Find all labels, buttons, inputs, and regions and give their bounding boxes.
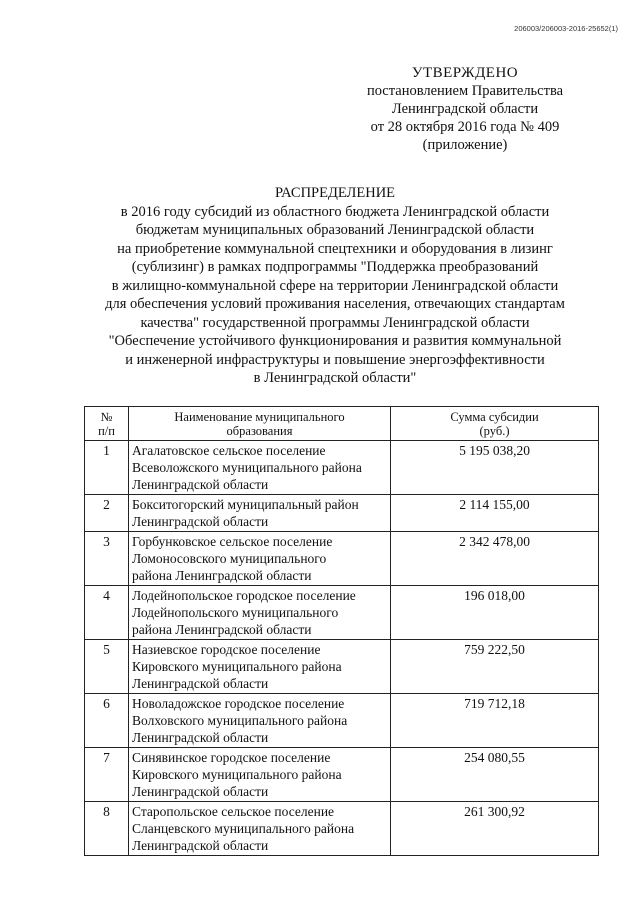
header-number-line: № <box>100 410 113 424</box>
municipality-line: Лодейнопольского муниципального <box>132 605 339 620</box>
row-sum: 261 300,92 <box>391 802 599 856</box>
distribution-line: для обеспечения условий проживания населения, отвечающих стандартам <box>105 296 565 312</box>
municipality-line: Кировского муниципального района <box>132 767 342 782</box>
row-municipality <box>129 802 391 856</box>
header-municipality <box>129 407 391 441</box>
distribution-line: на приобретение коммунальной спецтехники и оборудования в лизинг <box>117 240 553 257</box>
header-municipality-line: образования <box>226 424 293 438</box>
municipality-line: Старопольское сельское поселение <box>132 804 335 819</box>
distribution-line: бюджетам муниципальных образований Ленинградской области <box>135 222 535 238</box>
row-municipality <box>129 640 391 694</box>
table-row <box>85 748 599 802</box>
header-number <box>85 407 129 441</box>
row-number: 3 <box>85 532 129 586</box>
municipality-line: Ленинградской области <box>132 477 269 492</box>
municipality-line: Лодейнопольское городское поселение <box>132 588 356 603</box>
row-number: 4 <box>85 586 129 640</box>
table-row <box>85 694 599 748</box>
distribution-line: в 2016 году субсидий из областного бюджета Ленинградской области <box>120 203 550 220</box>
municipality-line: Всеволожского муниципального района <box>132 460 362 475</box>
row-number: 7 <box>85 748 129 802</box>
row-sum: 719 712,18 <box>391 694 599 748</box>
distribution-title: РАСПРЕДЕЛЕНИЕ <box>274 185 396 201</box>
municipality-line: Ленинградской области <box>132 514 269 529</box>
distribution-line: и инженерной инфраструктуры и повышение энергоэффективности <box>125 351 545 368</box>
header-sum-line: Сумма субсидии <box>450 410 539 424</box>
row-sum: 254 080,55 <box>391 748 599 802</box>
subsidies-table <box>84 406 599 856</box>
header-number-line: п/п <box>98 424 115 438</box>
row-municipality <box>129 694 391 748</box>
row-number: 2 <box>85 495 129 532</box>
approval-line: Ленинградской области <box>391 101 539 117</box>
municipality-line: Сланцевского муниципального района <box>132 821 355 836</box>
approval-line: постановлением Правительства <box>366 83 564 99</box>
distribution-line: "Обеспечение устойчивого функционирования и развития коммунальной <box>108 333 562 349</box>
municipality-line: Волховского муниципального района <box>132 713 348 728</box>
row-sum: 759 222,50 <box>391 640 599 694</box>
approval-date-line: от 28 октября 2016 года № 409 <box>370 119 560 135</box>
distribution-line: качества" государственной программы Ленинградской области <box>140 314 530 331</box>
distribution-heading <box>70 184 600 388</box>
municipality-line: Бокситогорский муниципальный район <box>132 497 359 512</box>
row-sum: 196 018,00 <box>391 586 599 640</box>
row-number: 8 <box>85 802 129 856</box>
row-municipality <box>129 441 391 495</box>
row-municipality <box>129 748 391 802</box>
approval-block <box>340 64 590 154</box>
approval-line: (приложение) <box>422 137 508 153</box>
table-row <box>85 495 599 532</box>
row-municipality <box>129 586 391 640</box>
municipality-line: Ломоносовского муниципального <box>132 551 327 566</box>
table-row <box>85 640 599 694</box>
distribution-line: в жилищно-коммунальной сфере на территории Ленинградской области <box>111 277 559 294</box>
municipality-line: Кировского муниципального района <box>132 659 342 674</box>
municipality-line: района Ленинградской области <box>132 622 312 637</box>
row-number: 6 <box>85 694 129 748</box>
row-number: 1 <box>85 441 129 495</box>
municipality-line: Ленинградской области <box>132 730 269 745</box>
table-row <box>85 802 599 856</box>
distribution-line: (сублизинг) в рамках подпрограммы "Поддержка преобразований <box>131 259 539 275</box>
municipality-line: Агалатовское сельское поселение <box>132 443 326 458</box>
table-header-row <box>85 407 599 441</box>
municipality-line: Ленинградской области <box>132 676 269 691</box>
row-sum: 5 195 038,20 <box>391 441 599 495</box>
distribution-line: в Ленинградской области" <box>253 370 417 386</box>
header-sum-line: (руб.) <box>479 424 510 438</box>
table-row <box>85 586 599 640</box>
municipality-line: Назиевское городское поселение <box>132 642 321 657</box>
header-municipality-line: Наименование муниципального <box>174 410 345 424</box>
municipality-line: Ленинградской области <box>132 784 269 799</box>
municipality-line: Горбунковское сельское поселение <box>132 534 333 549</box>
row-municipality <box>129 532 391 586</box>
row-sum: 2 342 478,00 <box>391 532 599 586</box>
municipality-line: Ленинградской области <box>132 838 269 853</box>
row-number: 5 <box>85 640 129 694</box>
table-row <box>85 441 599 495</box>
municipality-line: Новоладожское городское поселение <box>132 696 345 711</box>
approval-heading: УТВЕРЖДЕНО <box>411 65 519 81</box>
municipality-line: района Ленинградской области <box>132 568 312 583</box>
document-id: 206003/206003-2016-25652(1) <box>514 24 618 33</box>
header-sum <box>391 407 599 441</box>
municipality-line: Синявинское городское поселение <box>132 750 331 765</box>
row-municipality <box>129 495 391 532</box>
table-row <box>85 532 599 586</box>
row-sum: 2 114 155,00 <box>391 495 599 532</box>
